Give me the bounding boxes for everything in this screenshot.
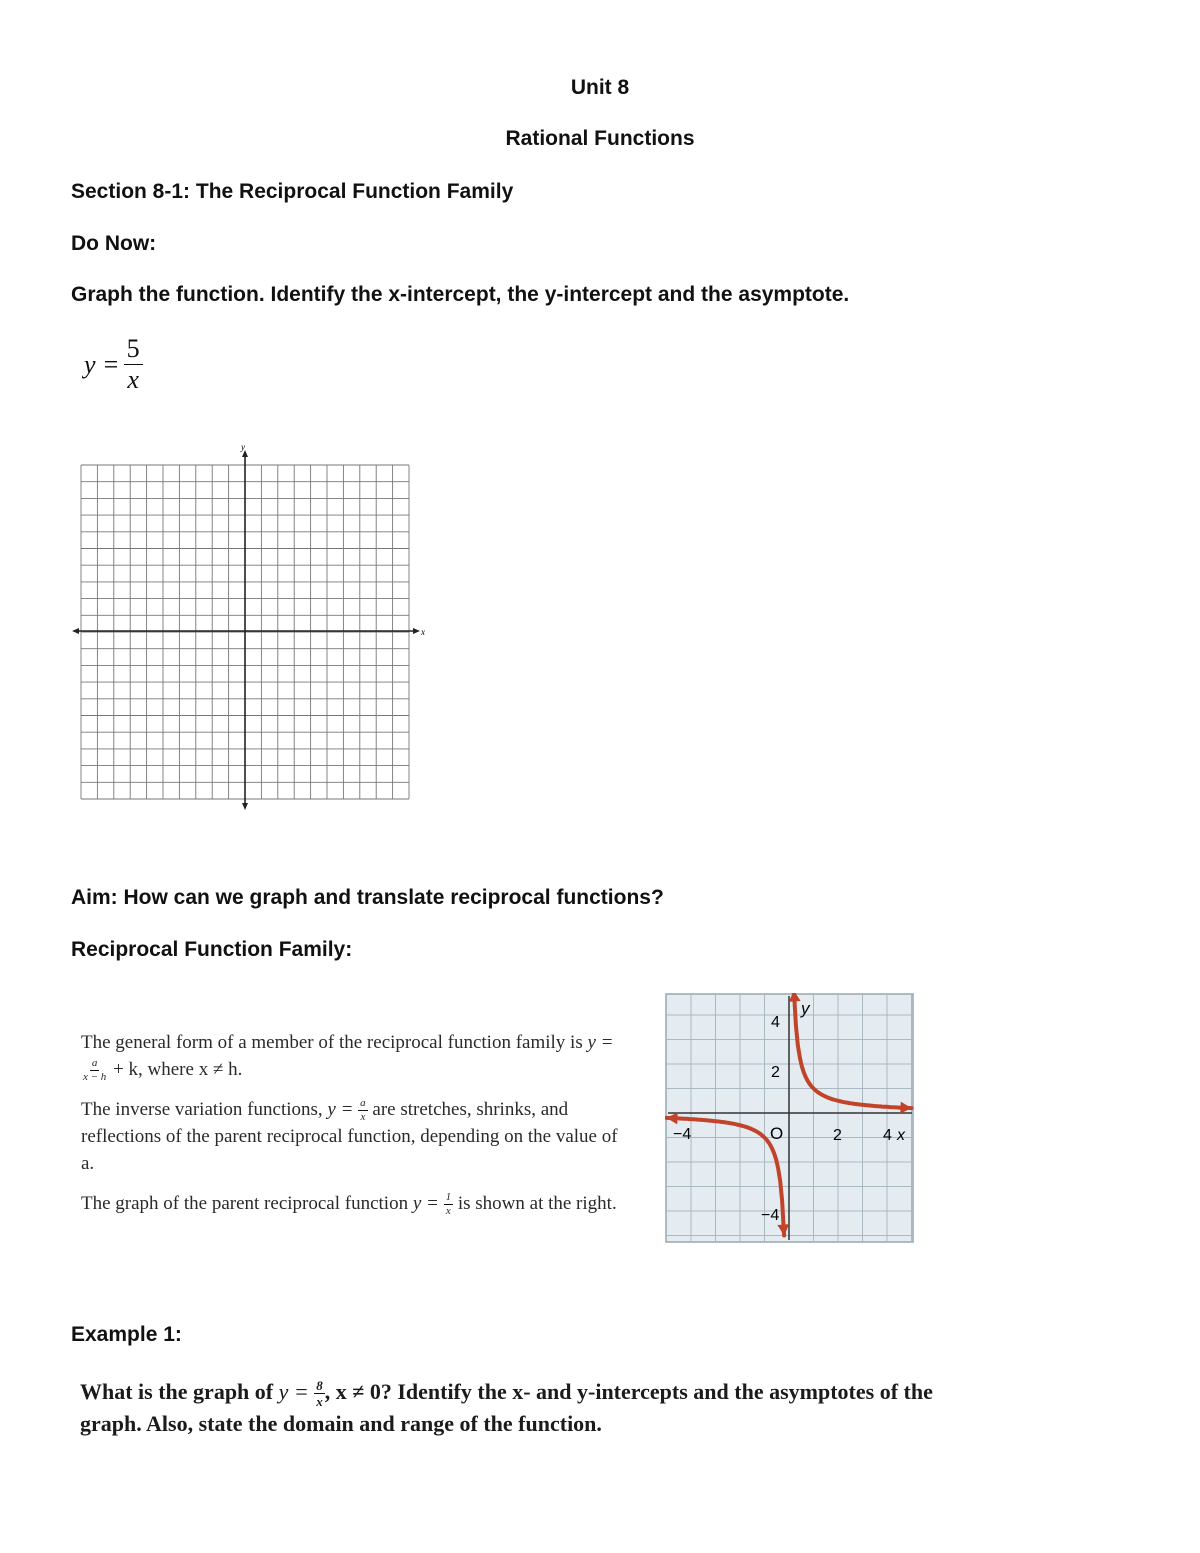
y-axis bbox=[240, 442, 248, 810]
example-1-den: x bbox=[316, 1394, 323, 1410]
example-1-y: y = bbox=[278, 1379, 309, 1404]
tick-y-4: 4 bbox=[771, 1014, 780, 1031]
example-1-label: Example 1: bbox=[71, 1323, 182, 1346]
info-p3-num: 1 bbox=[445, 1191, 452, 1204]
example-1-text: What is the graph of bbox=[80, 1379, 279, 1404]
y-axis-label: y bbox=[241, 442, 245, 452]
section-title: Section 8-1: The Reciprocal Function Family bbox=[71, 180, 514, 203]
family-heading: Reciprocal Function Family: bbox=[71, 938, 353, 961]
parent-reciprocal-graph bbox=[665, 993, 915, 1243]
parent-y-label: y bbox=[801, 999, 810, 1018]
equation-lhs: y = bbox=[84, 349, 120, 379]
info-p3-text: The graph of the parent reciprocal function bbox=[81, 1193, 413, 1214]
unit-heading: Unit 8 bbox=[570, 76, 630, 99]
info-p2-den: x bbox=[360, 1111, 366, 1124]
info-p1-y: y = bbox=[587, 1032, 614, 1053]
aim-text: Aim: How can we graph and translate reciprocal functions? bbox=[71, 886, 664, 909]
do-now-equation bbox=[84, 336, 143, 393]
info-p2-tail: are stretches, shrinks, and reflections of the parent reciprocal function, depending on the value of a. bbox=[81, 1099, 618, 1175]
equation-denominator: x bbox=[127, 365, 139, 394]
y-axis-bottom-arrow bbox=[242, 803, 248, 810]
blank-coordinate-grid bbox=[66, 440, 436, 815]
do-now-instruction: Graph the function. Identify the x-intercept, the y-intercept and the asymptote. bbox=[71, 283, 850, 306]
info-paragraph-3 bbox=[81, 1190, 621, 1217]
x-axis-label: x bbox=[421, 627, 425, 637]
example-1-fraction bbox=[314, 1379, 325, 1408]
tick-x-4: 4 bbox=[883, 1127, 892, 1144]
tick-x-2: 2 bbox=[833, 1127, 842, 1144]
info-p3-tail: is shown at the right. bbox=[453, 1193, 617, 1214]
info-p2-y: y = bbox=[327, 1099, 354, 1120]
tick-y-2: 2 bbox=[771, 1064, 780, 1081]
parent-x-label: x bbox=[897, 1127, 905, 1144]
info-paragraph-2 bbox=[81, 1096, 621, 1177]
info-p3-fraction bbox=[444, 1192, 454, 1217]
equation-fraction bbox=[124, 336, 143, 393]
do-now-label: Do Now: bbox=[71, 232, 157, 255]
example-1-num: 8 bbox=[316, 1378, 323, 1394]
info-p2-text: The inverse variation functions, bbox=[81, 1099, 328, 1120]
info-p1-text: The general form of a member of the reciprocal function family is bbox=[81, 1032, 588, 1053]
info-p1-num: a bbox=[91, 1057, 98, 1070]
tick-y-neg4: −4 bbox=[761, 1207, 780, 1224]
x-axis-left-arrow bbox=[72, 628, 79, 634]
info-p3-den: x bbox=[445, 1205, 451, 1218]
info-p1-den: x − h bbox=[83, 1071, 107, 1084]
origin-label: O bbox=[770, 1124, 784, 1143]
info-p2-fraction bbox=[358, 1098, 368, 1123]
example-1-tail: , x ≠ 0? Identify the x- and y-intercepts and the asymptotes of the graph. Also, state the domain and range of the function. bbox=[80, 1379, 933, 1437]
info-p2-num: a bbox=[360, 1097, 366, 1110]
info-p3-y: y = bbox=[412, 1193, 439, 1214]
tick-x-neg4: −4 bbox=[673, 1126, 692, 1143]
info-p1-tail: + k, where x ≠ h. bbox=[108, 1059, 243, 1080]
x-axis-right-arrow bbox=[413, 628, 420, 634]
info-paragraph-1 bbox=[81, 1029, 621, 1083]
unit-title: Rational Functions bbox=[505, 127, 695, 150]
example-1-question bbox=[80, 1376, 1000, 1439]
equation-numerator: 5 bbox=[124, 336, 143, 365]
info-p1-fraction bbox=[81, 1058, 108, 1083]
